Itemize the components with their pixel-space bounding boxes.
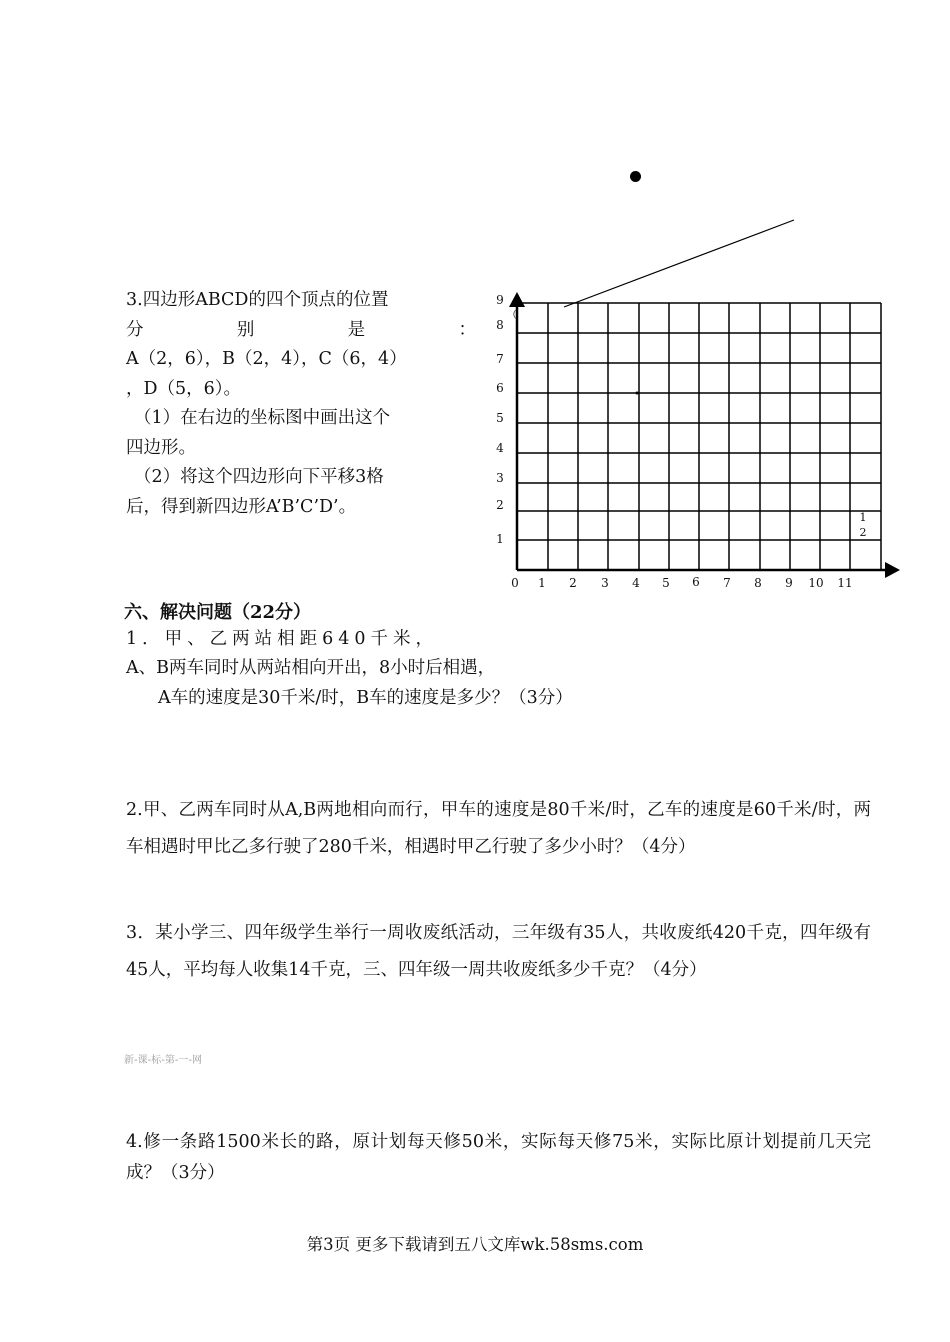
problem-2: 2.甲、乙两车同时从A,B两地相向而行，甲车的速度是80千米/时，乙车的速度是60千米/时，两车相遇时甲比乙多行驶了280千米，相遇时甲乙行驶了多少小时？（4分）: [126, 800, 871, 857]
svg-text:9: 9: [496, 293, 504, 307]
svg-text:5: 5: [662, 576, 670, 590]
coordinate-question: [126, 286, 476, 522]
svg-text:7: 7: [496, 352, 504, 366]
svg-text:4: 4: [496, 441, 504, 455]
svg-text:8: 8: [754, 576, 762, 590]
watermark: 新-课-标-第-一-网: [124, 1055, 203, 1066]
y-axis-arrow: [509, 292, 525, 307]
svg-text:2: 2: [496, 498, 504, 512]
svg-text:3: 3: [496, 471, 504, 485]
question-line-spaced: 分 别 是 ：: [126, 319, 476, 340]
svg-text:6: 6: [692, 575, 700, 589]
svg-text:8: 8: [496, 318, 504, 332]
vertex-list: A（2，6），B（2，4），C（6，4）: [126, 349, 407, 369]
stray-label-1: 1: [859, 511, 867, 524]
section-title: 六、解决问题（22分）: [124, 602, 312, 623]
stray-paren: （: [507, 310, 517, 321]
x-tick-labels: [511, 575, 852, 590]
vertex-list-end: ，D（5，6）。: [126, 378, 242, 399]
grid-lines: [517, 303, 881, 570]
sub-question-2: （2）将这个四边形向下平移3格: [134, 467, 384, 487]
problem-1-line-3: A车的速度是30千米/时，B车的速度是多少？（3分）: [158, 688, 573, 708]
svg-text:9: 9: [785, 576, 793, 590]
svg-text:3: 3: [601, 576, 609, 590]
svg-text:5: 5: [496, 411, 504, 425]
svg-text:6: 6: [496, 381, 504, 395]
sub-question-2-cont: 后，得到新四边形A’B’C’D’。: [126, 496, 357, 517]
svg-text:4: 4: [632, 576, 640, 590]
grid-point: [636, 392, 639, 395]
problem-3: 3．某小学三、四年级学生举行一周收废纸活动，三年级有35人，共收废纸420千克，四年级有45人，平均每人收集14千克，三、四年级一周共收废纸多少千克？（4分）: [126, 923, 871, 980]
y-tick-labels: [496, 293, 504, 546]
svg-text:10: 10: [808, 576, 824, 590]
problem-1-line-1: 1．甲、乙两站相距640千米，: [126, 629, 439, 649]
coordinate-grid: [490, 210, 910, 595]
page-footer: 第3页 更多下载请到五八文库wk.58sms.com: [306, 1235, 644, 1254]
problem-1-line-2: A、B两车同时从两站相向开出，8小时后相遇，: [126, 658, 496, 678]
question-line: 3.四边形ABCD的四个顶点的位置: [126, 290, 389, 310]
stray-label-2: 2: [859, 526, 867, 539]
problem-4: 4.修一条路1500米长的路，原计划每天修50米，实际每天修75米，实际比原计划提前几天完成？（3分）: [126, 1132, 871, 1183]
svg-text:11: 11: [837, 576, 853, 590]
x-axis-arrow: [885, 562, 900, 578]
svg-text:1: 1: [538, 576, 546, 590]
sub-question-1-cont: 四边形。: [126, 437, 196, 458]
svg-text:7: 7: [723, 576, 731, 590]
sub-question-1: （1）在右边的坐标图中画出这个: [134, 408, 391, 428]
svg-text:1: 1: [496, 532, 504, 546]
stray-line: [564, 220, 794, 307]
svg-text:0: 0: [511, 576, 519, 590]
svg-text:2: 2: [569, 576, 577, 590]
stray-dot: [630, 171, 641, 182]
